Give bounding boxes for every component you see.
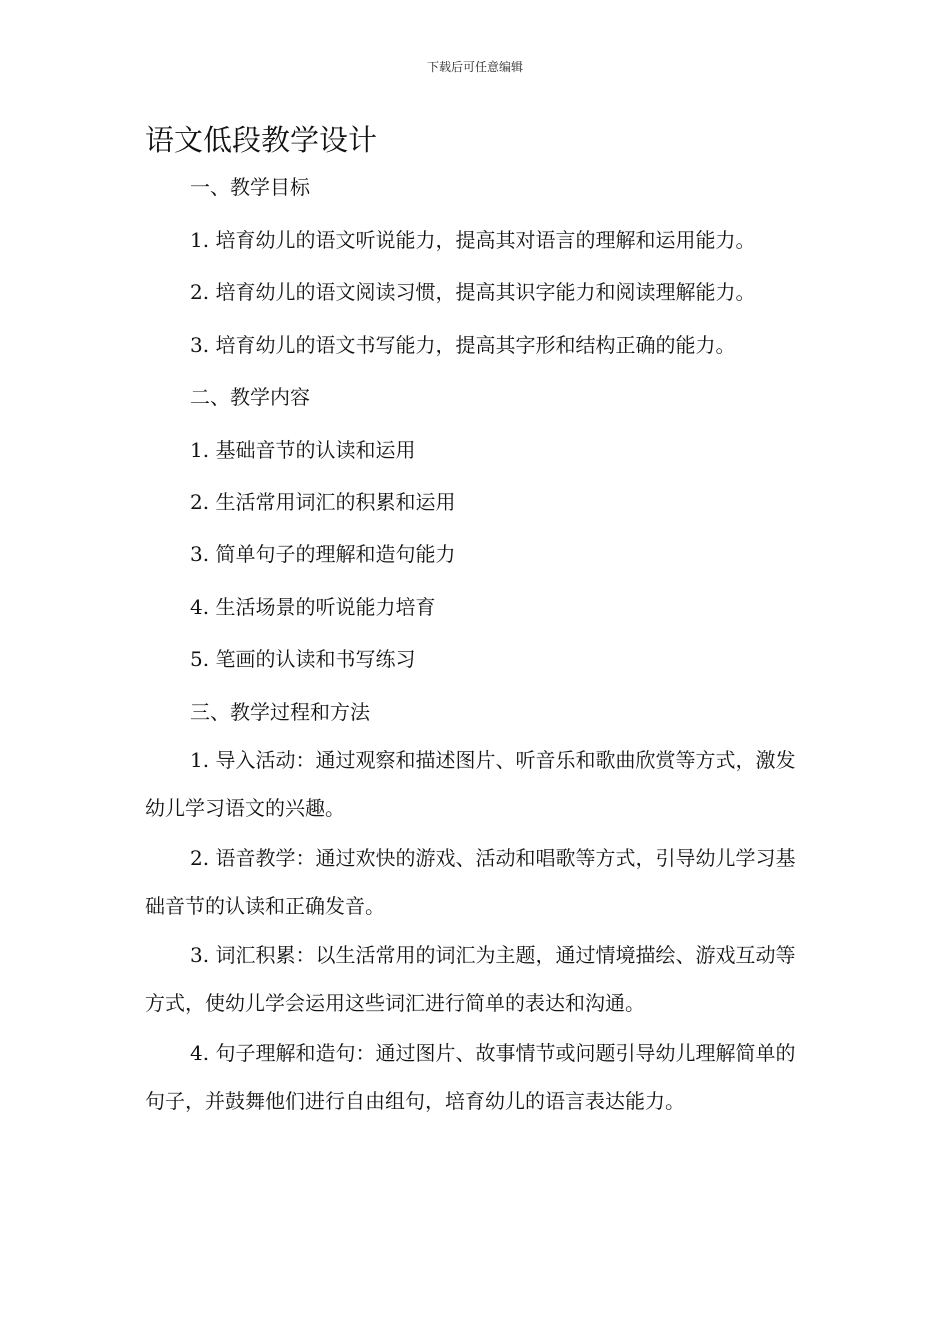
content-item: 1. 基础音节的认读和运用 — [190, 438, 416, 462]
section-heading-goals: 一、教学目标 — [190, 175, 310, 199]
goal-item: 1. 培育幼儿的语文听说能力，提高其对语言的理解和运用能力。 — [190, 228, 756, 252]
document-title: 语文低段教学设计 — [145, 123, 378, 157]
content-item: 4. 生活场景的听说能力培育 — [190, 595, 436, 619]
section-heading-content: 二、教学内容 — [190, 385, 310, 409]
content-item: 5. 笔画的认读和书写练习 — [190, 647, 416, 671]
process-paragraph: 1. 导入活动：通过观察和描述图片、听音乐和歌曲欣赏等方式，激发幼儿学习语文的兴趣。 — [145, 748, 796, 820]
process-paragraph: 3. 词汇积累：以生活常用的词汇为主题，通过情境描绘、游戏互动等方式，使幼儿学会运用这些词汇进行简单的表达和沟通。 — [145, 943, 796, 1015]
goal-item: 2. 培育幼儿的语文阅读习惯，提高其识字能力和阅读理解能力。 — [190, 280, 756, 304]
process-paragraph: 4. 句子理解和造句：通过图片、故事情节或问题引导幼儿理解简单的句子，并鼓舞他们进行自由组句，培育幼儿的语言表达能力。 — [145, 1041, 796, 1113]
section-heading-process: 三、教学过程和方法 — [190, 700, 370, 724]
header-note: 下载后可任意编辑 — [426, 60, 523, 74]
content-item: 2. 生活常用词汇的积累和运用 — [190, 490, 456, 514]
process-paragraph: 2. 语音教学：通过欢快的游戏、活动和唱歌等方式，引导幼儿学习基础音节的认读和正确发音。 — [145, 846, 796, 918]
content-item: 3. 简单句子的理解和造句能力 — [190, 542, 456, 566]
goal-item: 3. 培育幼儿的语文书写能力，提高其字形和结构正确的能力。 — [190, 333, 736, 357]
